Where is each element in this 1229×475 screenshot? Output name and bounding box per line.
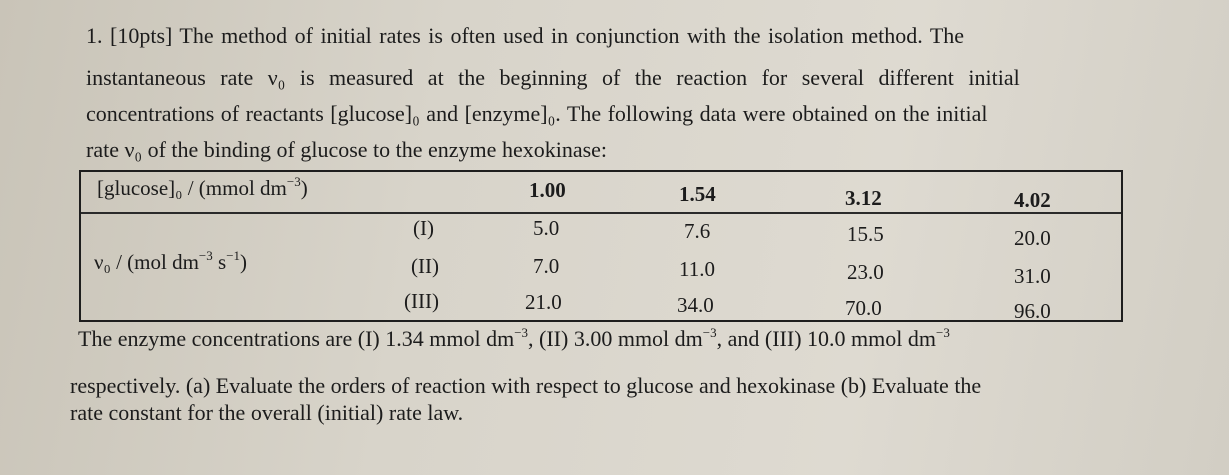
rate-II-2: 11.0 (679, 257, 715, 281)
rate-II-3: 23.0 (847, 260, 884, 284)
row-label-I: (I) (413, 216, 434, 240)
rate-II-4: 31.0 (1014, 264, 1051, 288)
glucose-header-label: [glucose]₀ / (mmol $dm^{-3}$) (97, 174, 308, 200)
rate-III-2: 34.0 (677, 293, 714, 317)
rate-I-2: 7.6 (684, 219, 711, 243)
glucose-value-4: 4.02 (1014, 188, 1051, 212)
problem-line-3: concentrations of reactants [glucose]₀ and [enzyme]₀. The following data were obtained on the initial (86, 101, 988, 126)
question-line-1: respectively. (a) Evaluate the orders of reaction with respect to glucose and hexokinase (b) Evaluate the (70, 373, 982, 398)
glucose-value-1: 1.00 (529, 178, 566, 202)
row-label-III: (III) (404, 289, 439, 313)
header-rule (81, 212, 1121, 214)
row-label-II: (II) (411, 254, 439, 278)
rate-row-label: ν₀ / (mol $dm^{-3}$ $s^{-1}$) (94, 248, 248, 274)
problem-line-1: 1. [10pts] The method of initial rates is often used in conjunction with the isolation method. The (86, 23, 965, 48)
rate-I-1: 5.0 (533, 216, 560, 240)
rate-data-table (79, 170, 1123, 322)
rate-I-3: 15.5 (847, 222, 884, 246)
problem-line-4: rate ν₀ of the binding of glucose to the enzyme hexokinase: (86, 137, 608, 162)
glucose-value-2: 1.54 (679, 182, 716, 206)
rate-I-4: 20.0 (1014, 226, 1051, 250)
rate-III-3: 70.0 (845, 296, 882, 320)
rate-II-1: 7.0 (533, 254, 560, 278)
rate-III-1: 21.0 (525, 290, 562, 314)
rate-III-4: 96.0 (1014, 299, 1051, 323)
question-line-2: rate constant for the overall (initial) rate law. (70, 400, 464, 425)
enzyme-concentrations-line: The enzyme concentrations are (I) 1.34 mmol $dm^{-3}$, (II) 3.00 mmol $dm^{-3}$, and (III) 10.0 mmol $dm^{-3}$ (78, 325, 950, 351)
problem-line-2: instantaneous rate ν₀ is measured at the beginning of the reaction for several different initial (86, 65, 1020, 90)
glucose-value-3: 3.12 (845, 186, 882, 210)
